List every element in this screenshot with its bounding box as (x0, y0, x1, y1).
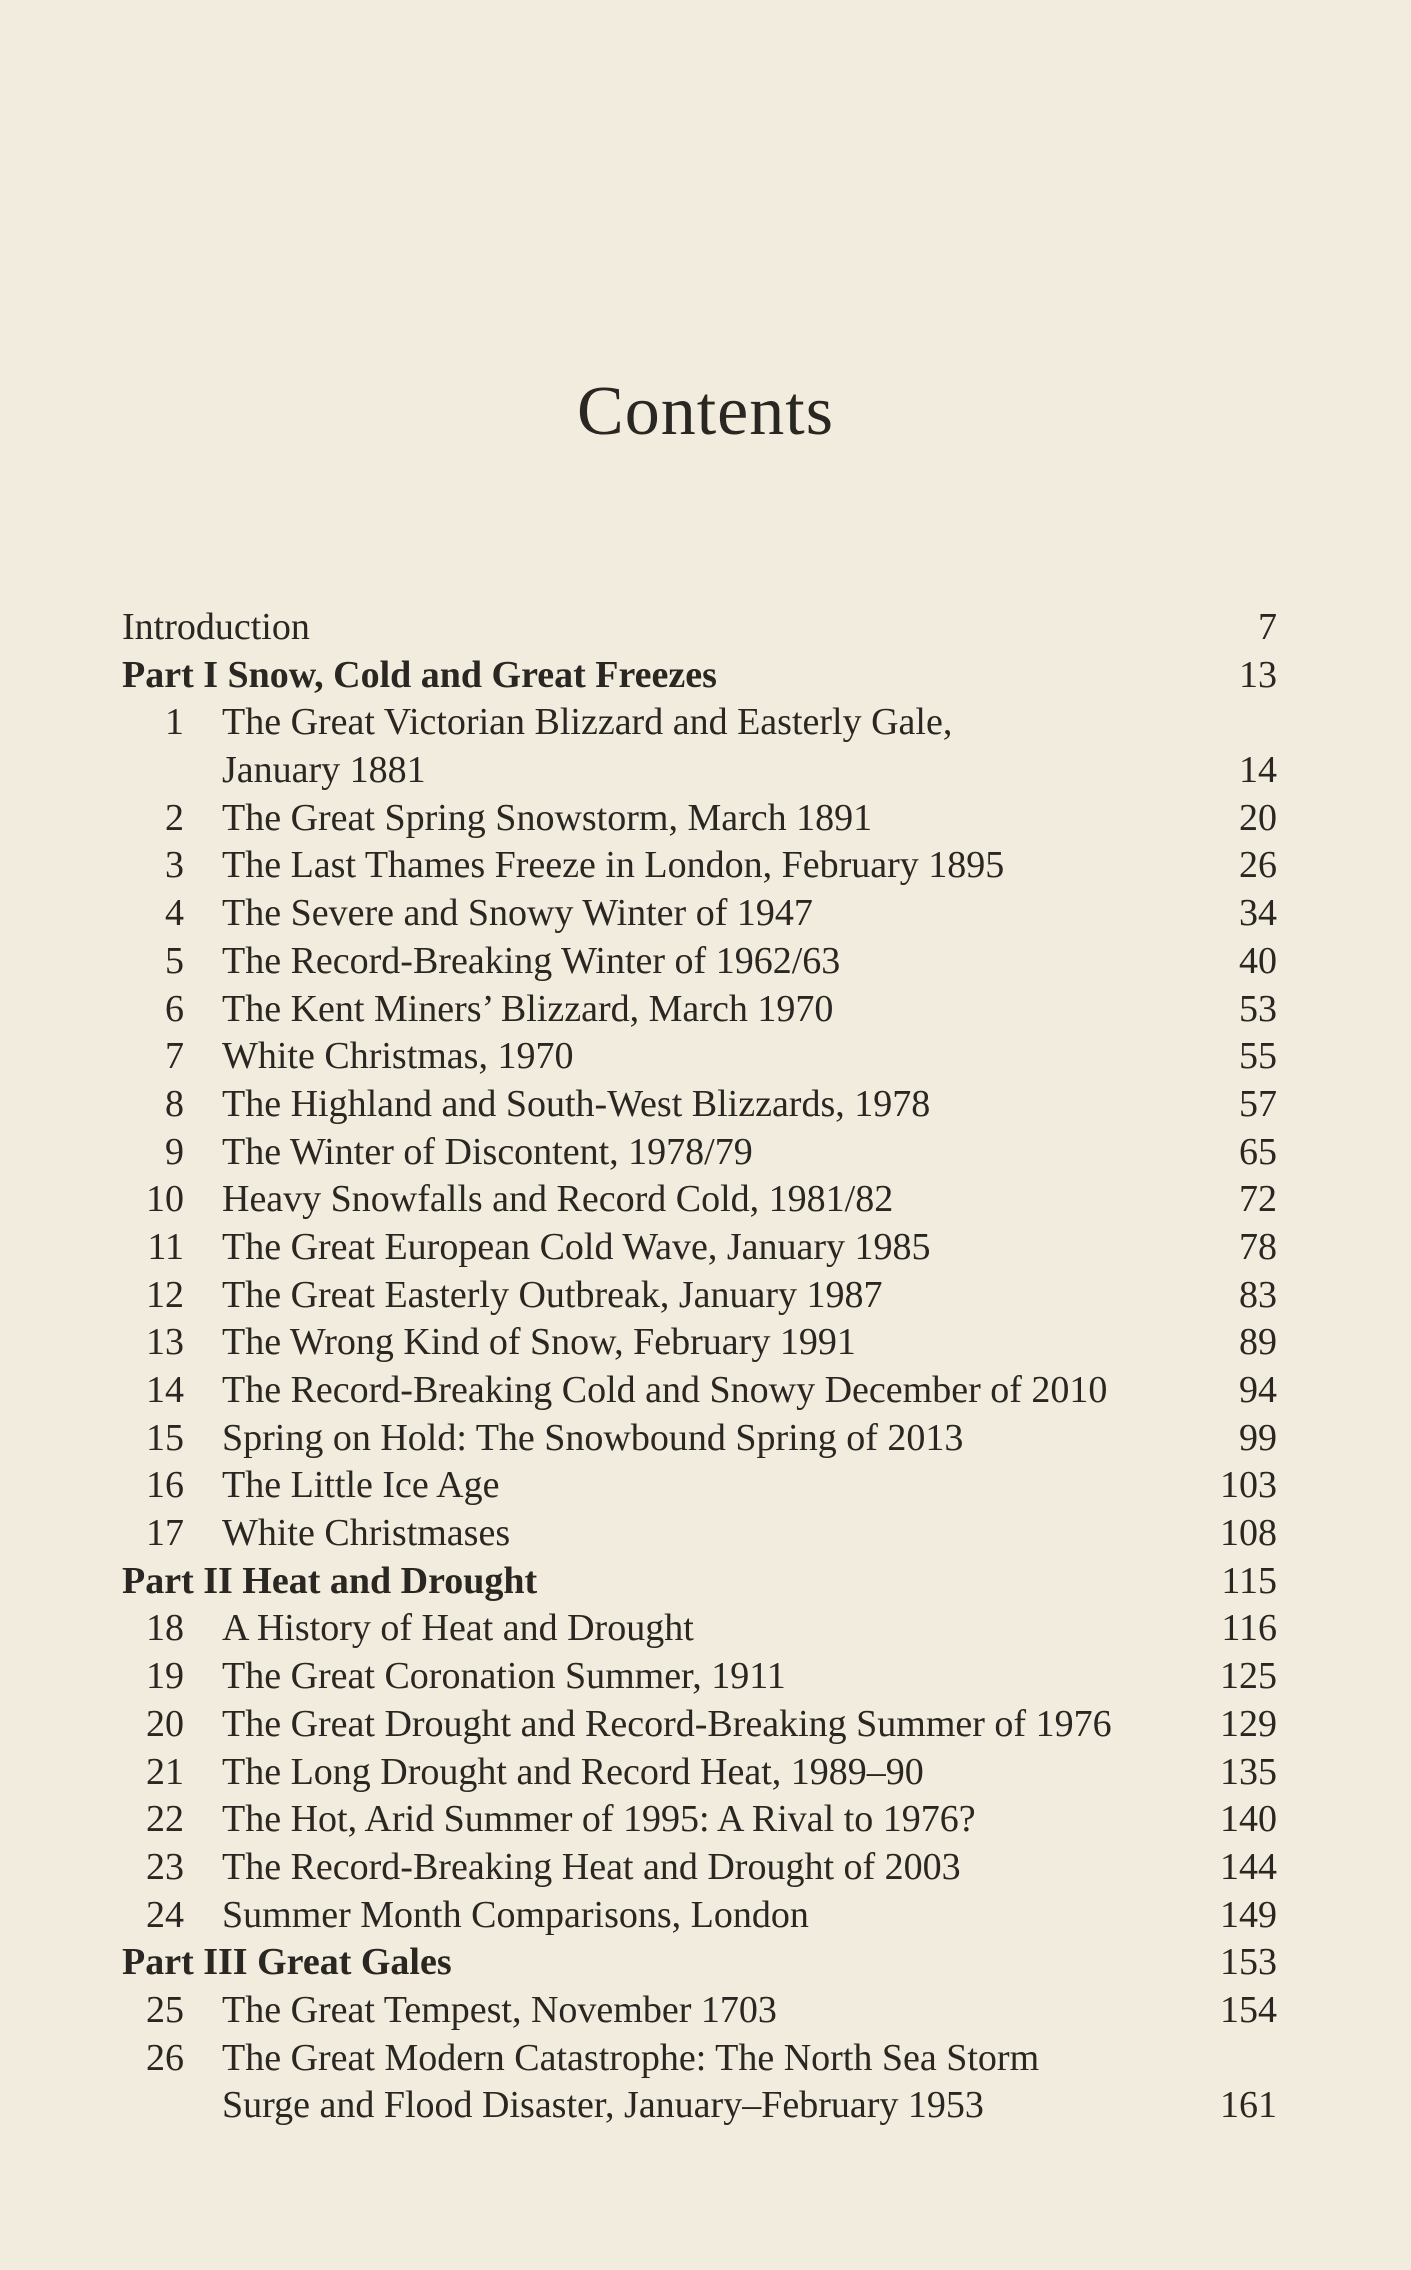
chapter-number: 25 (146, 1988, 184, 2031)
page-number: 20 (1239, 796, 1277, 839)
page-number: 72 (1239, 1178, 1277, 1221)
toc-chapter-entry (122, 1319, 1277, 1367)
page-number: 7 (1258, 606, 1277, 648)
toc-chapter-entry (122, 1653, 1277, 1701)
page-title: Contents (577, 373, 834, 450)
toc-chapter-entry (122, 1749, 1277, 1797)
page-number: 53 (1239, 987, 1277, 1030)
toc-chapter-entry (122, 795, 1277, 843)
toc-chapter-entry (122, 986, 1277, 1034)
chapter-number: 11 (147, 1225, 184, 1268)
toc-chapter-entry (122, 699, 1277, 794)
toc-chapter-entry (122, 2035, 1277, 2130)
entry-title: Heavy Snowfalls and Record Cold, 1981/82 (222, 1178, 894, 1221)
chapter-number: 2 (165, 796, 184, 839)
entry-title: The Winter of Discontent, 1978/79 (222, 1130, 753, 1173)
page-number: 108 (1220, 1512, 1277, 1555)
chapter-number: 1 (165, 701, 184, 744)
chapter-number: 5 (165, 939, 184, 982)
toc-chapter-entry (122, 1510, 1277, 1558)
page-number: 125 (1220, 1655, 1277, 1698)
chapter-number: 6 (165, 987, 184, 1030)
part-title: Part I Snow, Cold and Great Freezes (122, 653, 717, 696)
entry-title: The Kent Miners’ Blizzard, March 1970 (222, 987, 834, 1030)
chapter-number: 26 (146, 2036, 184, 2079)
entry-title: The Record-Breaking Cold and Snowy December of 2010 (222, 1369, 1108, 1412)
page-number: 55 (1239, 1035, 1277, 1078)
chapter-number: 19 (146, 1655, 184, 1698)
page-number: 149 (1220, 1893, 1277, 1936)
chapter-number: 10 (146, 1178, 184, 1221)
toc-chapter-entry (122, 1605, 1277, 1653)
toc-chapter-entry (122, 842, 1277, 890)
entry-title: A History of Heat and Drought (222, 1607, 694, 1650)
entry-title: Spring on Hold: The Snowbound Spring of 2013 (222, 1416, 964, 1459)
chapter-number: 23 (146, 1845, 184, 1888)
page-number: 14 (1239, 749, 1277, 792)
chapter-number: 24 (146, 1893, 184, 1936)
entry-title: The Great Spring Snowstorm, March 1891 (222, 796, 873, 839)
page-number: 83 (1239, 1273, 1277, 1316)
chapter-number: 8 (165, 1082, 184, 1125)
entry-title: The Great Modern Catastrophe: The North Sea Storm Surge and Flood Disaster, January–February 1953 (222, 2036, 1040, 2127)
entry-title: The Great European Cold Wave, January 1985 (222, 1225, 931, 1268)
page-number: 140 (1220, 1798, 1277, 1841)
chapter-number: 18 (146, 1607, 184, 1650)
page-number: 115 (1221, 1559, 1277, 1602)
toc-chapter-entry (122, 1844, 1277, 1892)
toc-chapter-entry (122, 1462, 1277, 1510)
toc-part-heading (122, 652, 1277, 700)
entry-title: The Great Easterly Outbreak, January 1987 (222, 1273, 883, 1316)
chapter-number: 3 (165, 844, 184, 887)
page-number: 161 (1220, 2084, 1277, 2127)
chapter-number: 20 (146, 1702, 184, 1745)
toc-chapter-entry (122, 1415, 1277, 1463)
entry-title: The Hot, Arid Summer of 1995: A Rival to 1976? (222, 1798, 976, 1841)
page-number: 89 (1239, 1321, 1277, 1364)
entry-title: The Great Victorian Blizzard and Easterly Gale, January 1881 (222, 701, 953, 792)
page-number: 34 (1239, 892, 1277, 935)
entry-title: The Record-Breaking Heat and Drought of 2003 (222, 1845, 961, 1888)
entry-title: The Great Drought and Record-Breaking Summer of 1976 (222, 1702, 1112, 1745)
entry-title: The Last Thames Freeze in London, February 1895 (222, 844, 1005, 887)
entry-title: The Great Coronation Summer, 1911 (222, 1655, 786, 1698)
entry-title: The Little Ice Age (222, 1464, 500, 1507)
page-number: 99 (1239, 1416, 1277, 1459)
toc-chapter-entry (122, 1987, 1277, 2035)
chapter-number: 12 (146, 1273, 184, 1316)
page-number: 65 (1239, 1130, 1277, 1173)
page-number: 135 (1220, 1750, 1277, 1793)
entry-title: The Record-Breaking Winter of 1962/63 (222, 939, 841, 982)
entry-title: Introduction (122, 606, 310, 648)
chapter-number: 21 (146, 1750, 184, 1793)
chapter-number: 7 (165, 1035, 184, 1078)
page-number: 40 (1239, 939, 1277, 982)
toc-part-heading (122, 1939, 1277, 1987)
entry-title: The Highland and South-West Blizzards, 1978 (222, 1082, 931, 1125)
chapter-number: 22 (146, 1798, 184, 1841)
part-title: Part II Heat and Drought (122, 1559, 538, 1602)
part-title: Part III Great Gales (122, 1941, 452, 1984)
toc-chapter-entry (122, 1367, 1277, 1415)
page-number: 78 (1239, 1225, 1277, 1268)
page-number: 94 (1239, 1369, 1277, 1412)
page-number: 26 (1239, 844, 1277, 887)
table-of-contents (122, 604, 1277, 2130)
page-number: 144 (1220, 1845, 1277, 1888)
toc-chapter-entry (122, 1129, 1277, 1177)
toc-chapter-entry (122, 1176, 1277, 1224)
chapter-number: 16 (146, 1464, 184, 1507)
chapter-number: 13 (146, 1321, 184, 1364)
toc-chapter-entry (122, 1033, 1277, 1081)
entry-title: The Wrong Kind of Snow, February 1991 (222, 1321, 856, 1364)
toc-chapter-entry (122, 1796, 1277, 1844)
entry-title: Summer Month Comparisons, London (222, 1893, 809, 1936)
chapter-number: 14 (146, 1369, 184, 1412)
toc-chapter-entry (122, 938, 1277, 986)
page-number: 103 (1220, 1464, 1277, 1507)
page-number: 116 (1221, 1607, 1277, 1650)
entry-title: The Great Tempest, November 1703 (222, 1988, 777, 2031)
toc-chapter-entry (122, 1224, 1277, 1272)
chapter-number: 4 (165, 892, 184, 935)
page-number: 154 (1220, 1988, 1277, 2031)
page-number: 13 (1239, 653, 1277, 696)
page-number: 153 (1220, 1941, 1277, 1984)
chapter-number: 9 (165, 1130, 184, 1173)
entry-title: White Christmases (222, 1512, 511, 1555)
toc-chapter-entry (122, 890, 1277, 938)
toc-part-heading (122, 1558, 1277, 1606)
chapter-number: 17 (146, 1512, 184, 1555)
page-number: 57 (1239, 1082, 1277, 1125)
entry-title: The Long Drought and Record Heat, 1989–90 (222, 1750, 924, 1793)
chapter-number: 15 (146, 1416, 184, 1459)
toc-entry (122, 604, 1277, 652)
toc-chapter-entry (122, 1892, 1277, 1940)
toc-chapter-entry (122, 1272, 1277, 1320)
page-number: 129 (1220, 1702, 1277, 1745)
toc-chapter-entry (122, 1081, 1277, 1129)
entry-title: White Christmas, 1970 (222, 1035, 574, 1078)
entry-title: The Severe and Snowy Winter of 1947 (222, 892, 813, 935)
toc-chapter-entry (122, 1701, 1277, 1749)
